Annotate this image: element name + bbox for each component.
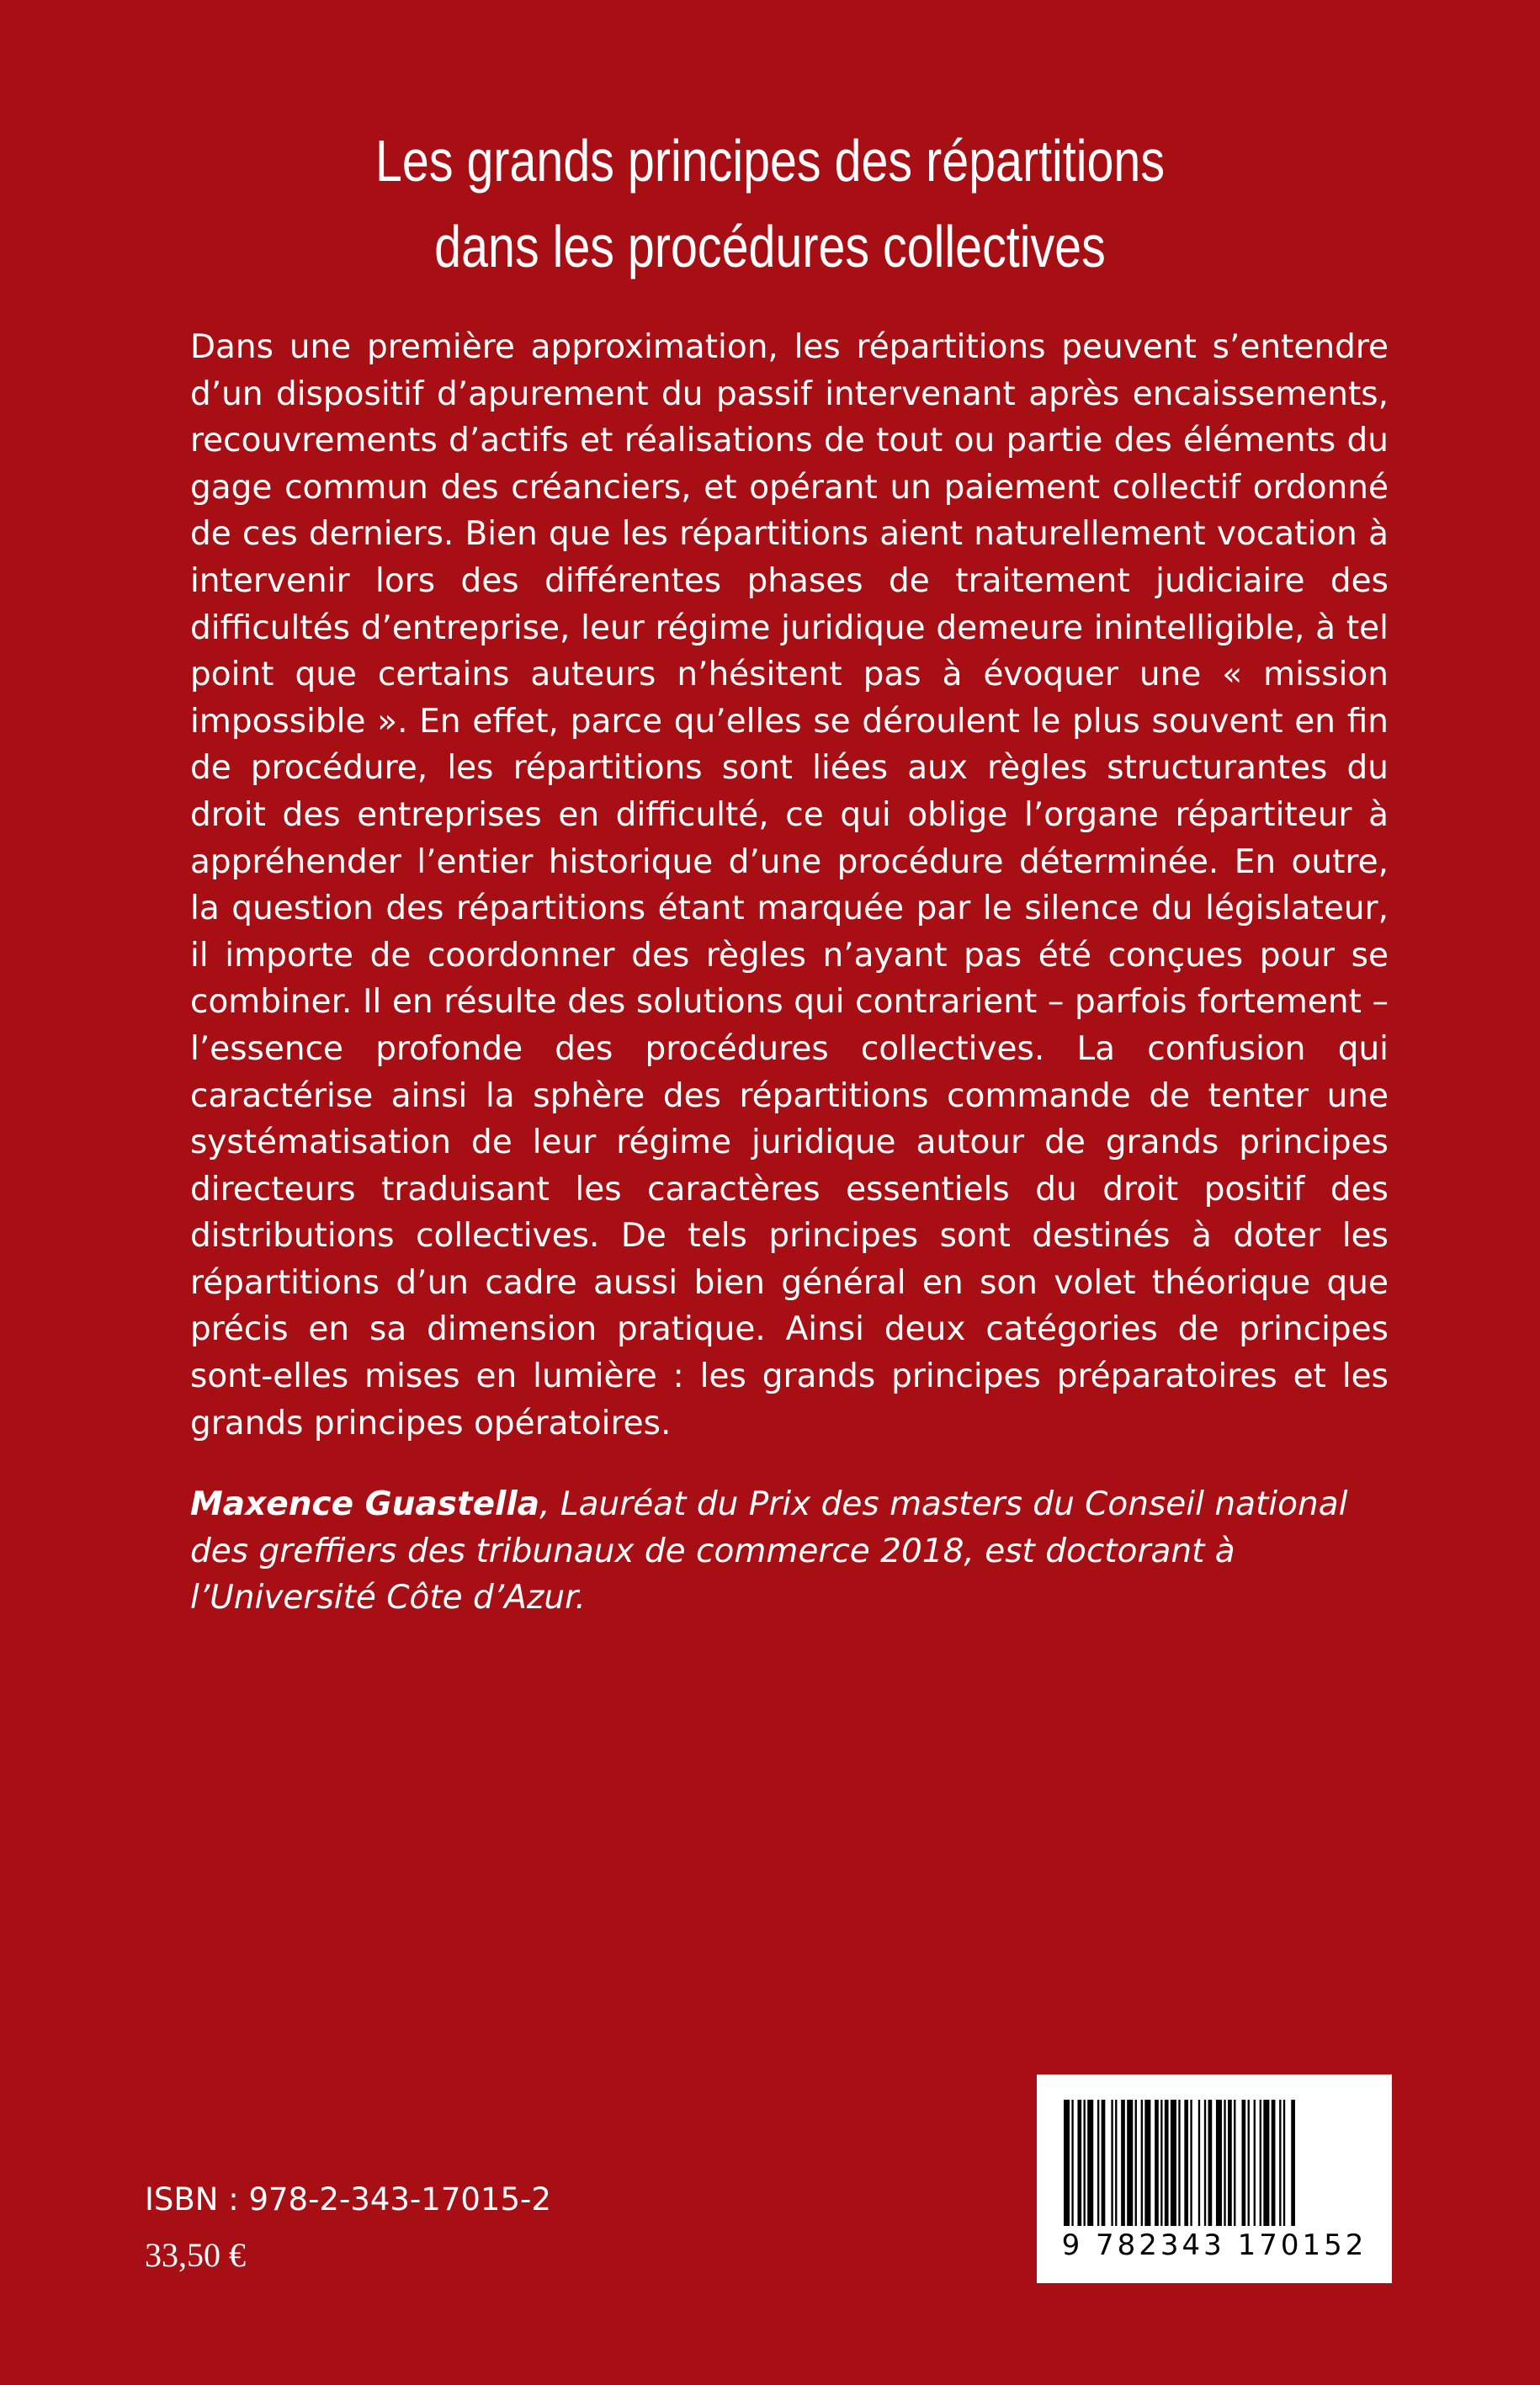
title-line-1: Les grands principes des répartitions (374, 128, 1166, 194)
author-bio-text: , Lauréat du Prix des masters du Conseil national des greffiers des tribunaux de commerce 2018, est doctorant à l’Université Côte d’Azur. (190, 1485, 1348, 1617)
book-title (139, 118, 1402, 289)
barcode-bar (1115, 2100, 1117, 2226)
barcode-bar (1160, 2100, 1162, 2226)
barcode-bar (1248, 2100, 1250, 2226)
barcode-bar (1242, 2100, 1246, 2226)
barcode-bar (1291, 2100, 1295, 2226)
isbn: ISBN : 978-2-343-17015-2 (145, 2181, 551, 2218)
barcode-bar (1165, 2100, 1169, 2226)
barcode-bar (1077, 2100, 1081, 2226)
barcode-bar (1178, 2100, 1180, 2226)
barcode-bar (1279, 2100, 1281, 2226)
barcode-bar (1155, 2100, 1159, 2226)
barcode-bar (1184, 2100, 1188, 2226)
barcode-bar (1135, 2100, 1137, 2226)
barcode-bar (1283, 2100, 1285, 2226)
summary-text: Dans une première approximation, les répartitions peuvent s’entendre d’un dispositif d’apurement du passif intervenant après encaissements, recouvrements d’actifs et réalisations de tout ou partie des éléments du gage commun des créanciers, et opérant un paiement collectif ordonné de ces derniers. Bien que les répartitions aient naturellement vocation à intervenir lors des différentes phases de traitement judiciaire des difficultés d’entreprise, leur régime juridique demeure inintelligible, à tel point que certains auteurs n’hésitent pas à évoquer une « mission impossible ». En effet, parce qu’elles se déroulent le plus souvent en fin de procédure, les répartitions sont liées aux règles structurantes du droit des entreprises en difficulté, ce qui oblige l’organe répartiteur à appréhender l’entier historique d’une procédure déterminée. En outre, la question des répartitions étant marquée par le silence du législateur, il importe de coordonner des règles n’ayant pas été conçues pour se combiner. Il en résulte des solutions qui contrarient – parfois fortement – l’essence profonde des procédures collectives. La confusion qui caractérise ainsi la sphère des répartitions commande de tenter une systématisation de leur régime juridique autour de grands principes directeurs traduisant les caractères essentiels du droit positif des distributions collectives. De tels principes sont destinés à doter les répartitions d’un cadre aussi bien général en son volet théorique que précis en sa dimension pratique. Ainsi deux catégories de principes sont-elles mises en lumière : les grands principes préparatoires et les grands principes opératoires. (190, 328, 1389, 1442)
barcode-bar (1228, 2100, 1232, 2226)
barcode-bar (1216, 2100, 1222, 2226)
barcode-bar (1084, 2100, 1086, 2226)
barcode-bar (1204, 2100, 1206, 2226)
barcode-bars (1064, 2100, 1365, 2226)
title-line-2: dans les procédures collectives (434, 214, 1106, 279)
barcode-bar (1111, 2100, 1113, 2226)
barcode-bar (1272, 2100, 1276, 2226)
barcode-bar (1224, 2100, 1225, 2226)
barcode-bar (1127, 2100, 1133, 2226)
barcode-bar (1234, 2100, 1235, 2226)
barcode-bar (1198, 2100, 1200, 2226)
barcode-bar (1064, 2100, 1070, 2226)
price: 33,50 € (145, 2236, 246, 2274)
barcode-bar (1171, 2100, 1176, 2226)
barcode-bar (1260, 2100, 1261, 2226)
barcode-bar (1144, 2100, 1150, 2226)
barcode-bar (1254, 2100, 1256, 2226)
barcode-bar (1087, 2100, 1093, 2226)
barcode-digits: 9 782343 170152 (1061, 2228, 1367, 2262)
barcode-bar (1208, 2100, 1213, 2226)
barcode-bar (1097, 2100, 1099, 2226)
barcode-bar (1102, 2100, 1106, 2226)
barcode-bar (1121, 2100, 1125, 2226)
barcode-bar (1141, 2100, 1143, 2226)
barcode-bar (1263, 2100, 1269, 2226)
author-bio (190, 1481, 1389, 1622)
barcode-bar (1071, 2100, 1073, 2226)
barcode (1037, 2074, 1392, 2283)
author-name: Maxence Guastella (190, 1485, 540, 1523)
barcode-bar (1190, 2100, 1192, 2226)
